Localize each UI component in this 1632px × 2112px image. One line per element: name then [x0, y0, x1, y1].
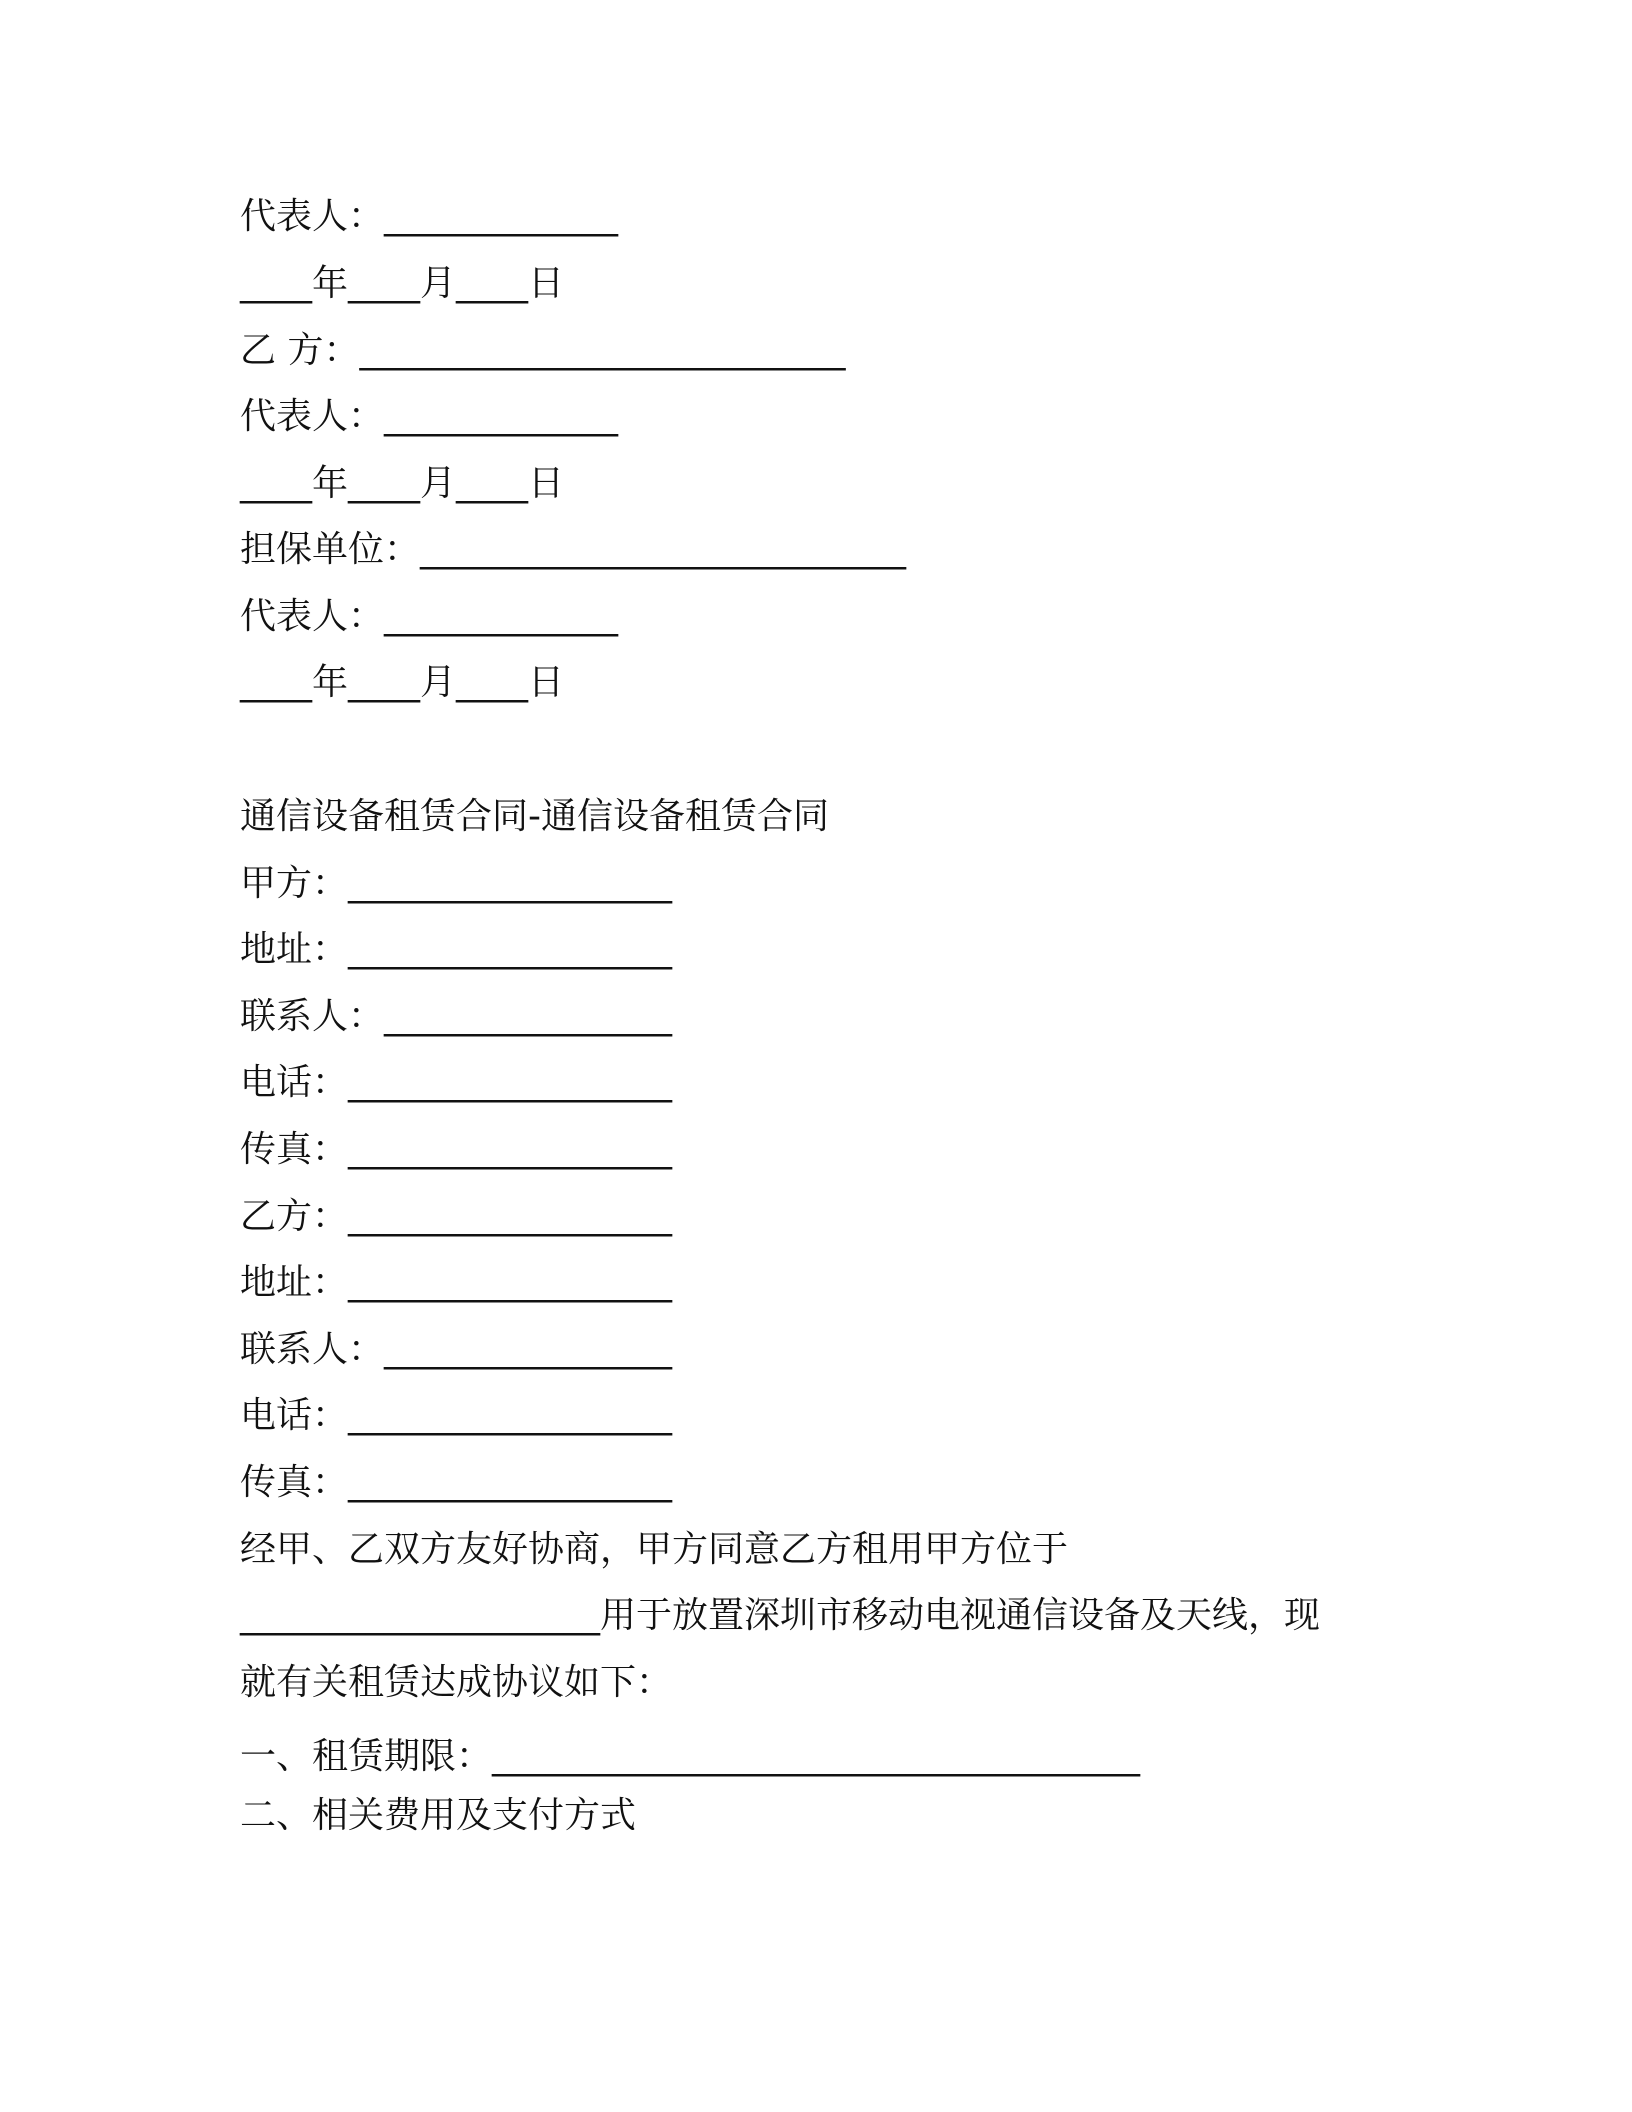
- party-b-date-line: ____年____月____日: [240, 463, 565, 504]
- party-b-name-line: 乙方：__________________: [240, 1196, 673, 1237]
- intro-paragraph-line-3: 就有关租赁达成协议如下：: [240, 1662, 673, 1703]
- guarantor-date-line: ____年____月____日: [240, 662, 565, 703]
- party-a-representative-line: 代表人：_____________: [240, 196, 619, 237]
- intro-paragraph-line-1: 经甲、乙双方友好协商，甲方同意乙方租用甲方位于: [240, 1529, 1069, 1570]
- party-a-contact-line: 联系人：________________: [240, 996, 673, 1037]
- clause-2-fees-payment: 二、相关费用及支付方式: [240, 1795, 637, 1836]
- party-a-address-line: 地址：__________________: [240, 929, 673, 970]
- party-a-name-line: 甲方：__________________: [240, 863, 673, 904]
- party-a-date-line: ____年____月____日: [240, 263, 565, 304]
- clause-1-lease-term: 一、租赁期限：____________________________________: [240, 1736, 1141, 1777]
- party-b-fax-line: 传真：__________________: [240, 1462, 673, 1503]
- party-a-phone-line: 电话：__________________: [240, 1062, 673, 1103]
- party-b-representative-line: 代表人：_____________: [240, 396, 619, 437]
- contract-title: 通信设备租赁合同-通信设备租赁合同: [240, 796, 829, 837]
- party-b-address-line: 地址：__________________: [240, 1262, 673, 1303]
- party-b-line: 乙 方：___________________________: [240, 330, 846, 371]
- party-a-fax-line: 传真：__________________: [240, 1129, 673, 1170]
- party-b-phone-line: 电话：__________________: [240, 1395, 673, 1436]
- guarantor-line: 担保单位：___________________________: [240, 529, 907, 570]
- guarantor-representative-line: 代表人：_____________: [240, 596, 619, 637]
- party-b-contact-line: 联系人：________________: [240, 1329, 673, 1370]
- intro-paragraph-line-2: ____________________用于放置深圳市移动电视通信设备及天线，现: [240, 1595, 1321, 1636]
